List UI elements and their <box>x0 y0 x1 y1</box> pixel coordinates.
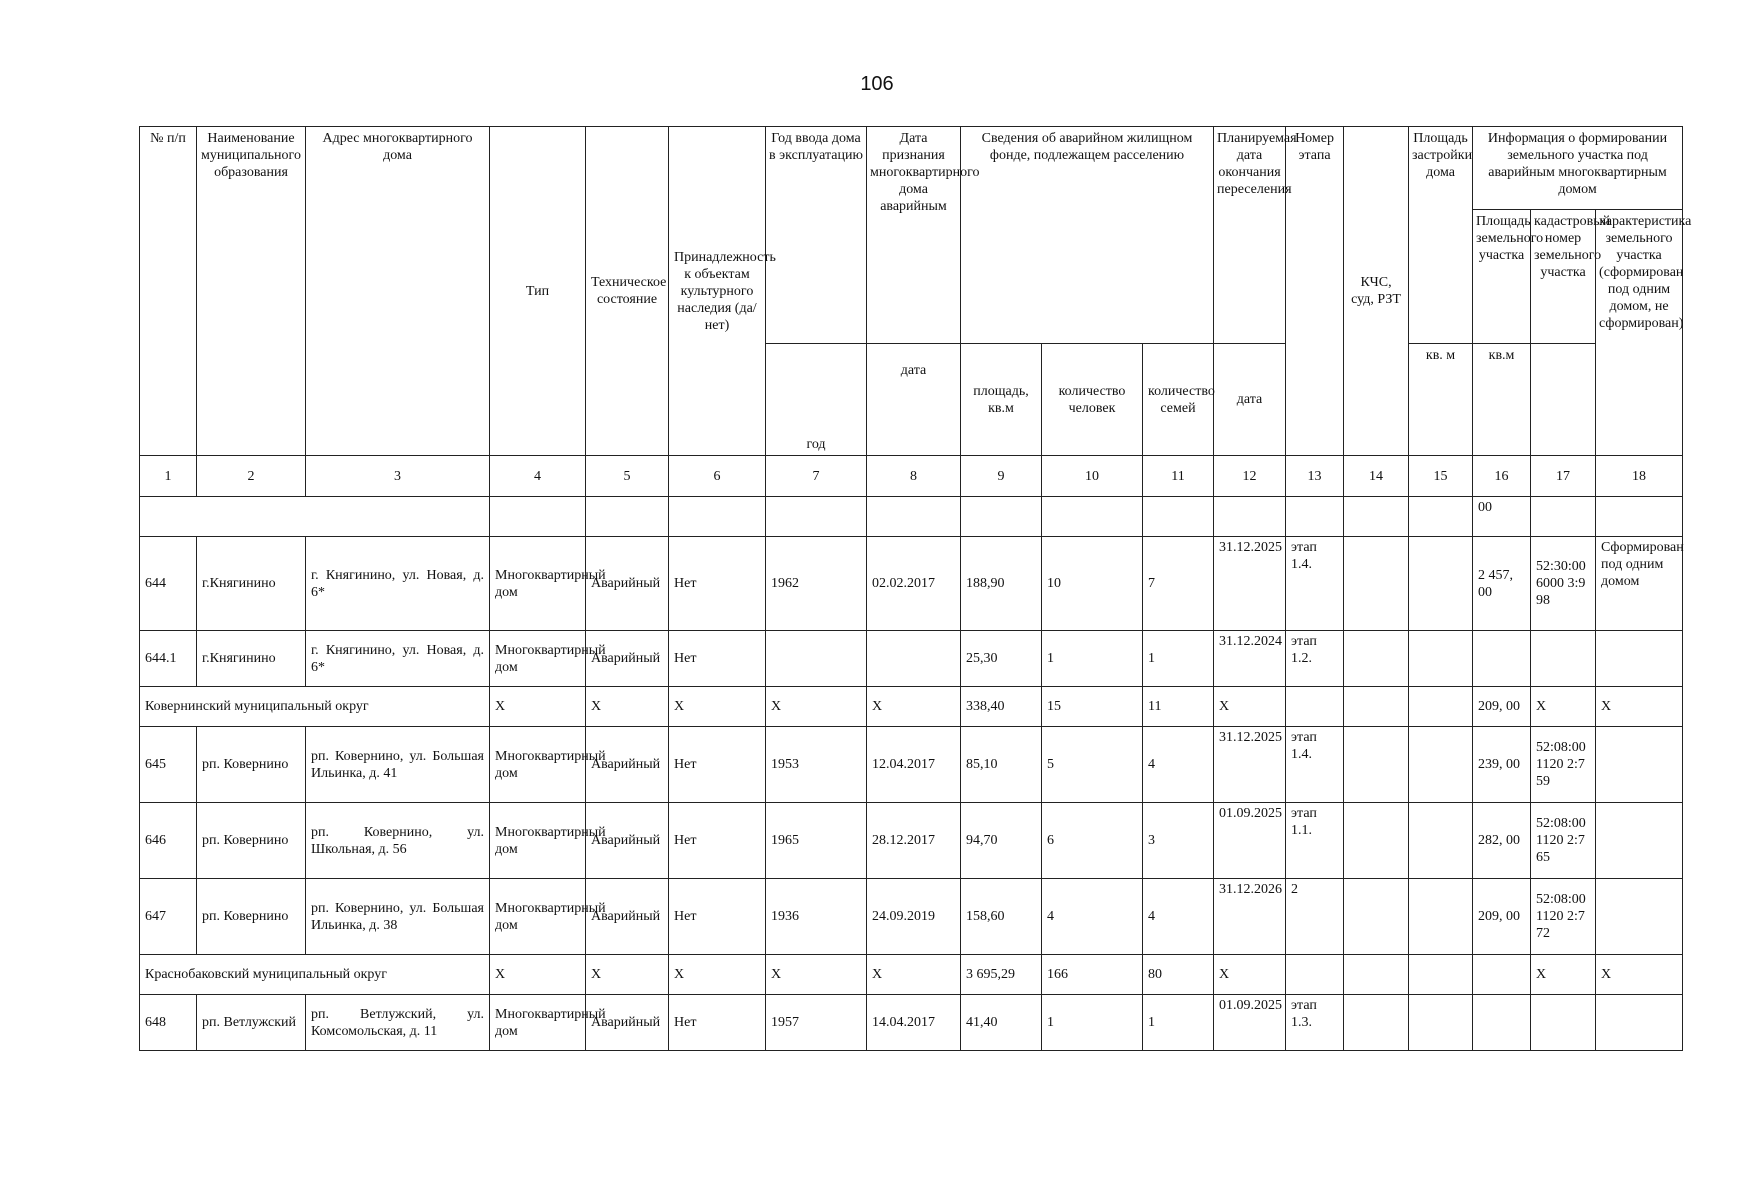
column-number: 18 <box>1596 456 1683 497</box>
table-cell: 338,40 <box>961 687 1042 727</box>
table-cell: X <box>586 687 669 727</box>
column-number: 6 <box>669 456 766 497</box>
table-cell: 1 <box>1143 631 1214 687</box>
header-unit-cell: год <box>766 344 867 456</box>
table-cell: г. Княгинино, ул. Новая, д. 6* <box>306 631 490 687</box>
table-cell: Нет <box>669 879 766 955</box>
table-cell <box>1344 687 1409 727</box>
table-cell: X <box>1596 955 1683 995</box>
table-cell <box>1344 727 1409 803</box>
table-cell <box>1473 631 1531 687</box>
column-number: 12 <box>1214 456 1286 497</box>
table-cell: 2 <box>1286 879 1344 955</box>
table-cell: 1957 <box>766 995 867 1051</box>
table-cell: Многоквартирный дом <box>490 995 586 1051</box>
table-cell: X <box>669 955 766 995</box>
table-cell: Нет <box>669 537 766 631</box>
table-cell <box>1344 879 1409 955</box>
table-row <box>140 631 1683 687</box>
table-cell <box>1286 955 1344 995</box>
table-cell: рп. Ковернино <box>197 879 306 955</box>
column-number: 10 <box>1042 456 1143 497</box>
table-cell <box>1473 995 1531 1051</box>
table-cell: 646 <box>140 803 197 879</box>
table-cell: 31.12.2025 <box>1214 727 1286 803</box>
column-number: 7 <box>766 456 867 497</box>
table-cell: 645 <box>140 727 197 803</box>
table-cell <box>1409 687 1473 727</box>
table-cell: 25,30 <box>961 631 1042 687</box>
table-cell: г.Княгинино <box>197 537 306 631</box>
table-cell: этап 1.4. <box>1286 537 1344 631</box>
empty-cell <box>1143 497 1214 537</box>
table-cell: Многоквартирный дом <box>490 537 586 631</box>
table-cell <box>1596 727 1683 803</box>
table-cell: 1962 <box>766 537 867 631</box>
table-cell: X <box>669 687 766 727</box>
table-cell <box>1409 727 1473 803</box>
header-cell: Планируемая дата окончания переселения <box>1214 127 1286 344</box>
header-cell: Тип <box>490 127 586 456</box>
table-cell: 1 <box>1143 995 1214 1051</box>
table-body <box>140 497 1683 1051</box>
column-number: 14 <box>1344 456 1409 497</box>
table-cell: X <box>766 687 867 727</box>
table-cell: 209, 00 <box>1473 687 1531 727</box>
table-cell: 6 <box>1042 803 1143 879</box>
table-cell <box>867 631 961 687</box>
table-cell: 5 <box>1042 727 1143 803</box>
table-cell: рп. Ветлужский <box>197 995 306 1051</box>
header-unit-cell: дата <box>867 344 961 456</box>
table-cell: 80 <box>1143 955 1214 995</box>
empty-cell <box>1344 497 1409 537</box>
table-cell <box>1596 995 1683 1051</box>
table-cell: этап 1.1. <box>1286 803 1344 879</box>
table-cell: Многоквартирный дом <box>490 879 586 955</box>
table-cell <box>1409 955 1473 995</box>
table-cell: Нет <box>669 727 766 803</box>
column-number: 2 <box>197 456 306 497</box>
table-cell: 11 <box>1143 687 1214 727</box>
table-cell: 24.09.2019 <box>867 879 961 955</box>
column-number: 1 <box>140 456 197 497</box>
table-cell: 31.12.2025 <box>1214 537 1286 631</box>
table-row <box>140 995 1683 1051</box>
empty-cell <box>669 497 766 537</box>
table-cell: 644.1 <box>140 631 197 687</box>
table-cell <box>1286 687 1344 727</box>
table-cell: г.Княгинино <box>197 631 306 687</box>
table-cell <box>1596 879 1683 955</box>
table-cell: 4 <box>1042 879 1143 955</box>
table-cell: X <box>1596 687 1683 727</box>
header-cell: кадастровый номер земельного участка <box>1531 210 1596 344</box>
table-cell: X <box>1531 955 1596 995</box>
table-cell: 209, 00 <box>1473 879 1531 955</box>
table-cell: 01.09.2025 <box>1214 803 1286 879</box>
summary-row <box>140 955 1683 995</box>
column-numbers-row <box>140 456 1683 497</box>
table-cell: Аварийный <box>586 803 669 879</box>
table-cell: г. Княгинино, ул. Новая, д. 6* <box>306 537 490 631</box>
table-cell: 14.04.2017 <box>867 995 961 1051</box>
table-cell: 10 <box>1042 537 1143 631</box>
table-cell: Нет <box>669 631 766 687</box>
header-cell: Дата признания многоквартирного дома аварийным <box>867 127 961 344</box>
column-number: 9 <box>961 456 1042 497</box>
empty-cell <box>140 497 490 537</box>
table-cell: 15 <box>1042 687 1143 727</box>
table-cell: 7 <box>1143 537 1214 631</box>
header-cell: Номер этапа <box>1286 127 1344 456</box>
table-cell <box>1531 995 1596 1051</box>
table-cell: 00 <box>1473 497 1531 537</box>
table-cell: 644 <box>140 537 197 631</box>
table-cell: 52:08:001120 2:772 <box>1531 879 1596 955</box>
table-cell: 1953 <box>766 727 867 803</box>
empty-cell <box>1214 497 1286 537</box>
table-cell: Нет <box>669 995 766 1051</box>
table-cell <box>1344 995 1409 1051</box>
table-cell: 282, 00 <box>1473 803 1531 879</box>
header-cell: № п/п <box>140 127 197 456</box>
table-cell: Аварийный <box>586 537 669 631</box>
header-cell: Наименование муниципального образования <box>197 127 306 456</box>
header-group-cell: Сведения об аварийном жилищном фонде, подлежащем расселению <box>961 127 1214 344</box>
empty-cell <box>1531 497 1596 537</box>
table-cell: 647 <box>140 879 197 955</box>
empty-cell <box>1596 497 1683 537</box>
table-cell: 188,90 <box>961 537 1042 631</box>
table-cell: этап 1.3. <box>1286 995 1344 1051</box>
table-cell: 52:08:001120 2:759 <box>1531 727 1596 803</box>
table-cell: Многоквартирный дом <box>490 727 586 803</box>
table-cell: 239, 00 <box>1473 727 1531 803</box>
table-cell: 85,10 <box>961 727 1042 803</box>
table-cell: X <box>490 955 586 995</box>
table-cell: Аварийный <box>586 727 669 803</box>
table-cell: X <box>490 687 586 727</box>
table-cell: 52:08:001120 2:765 <box>1531 803 1596 879</box>
table-cell: рп. Ковернино, ул. Большая Ильинка, д. 41 <box>306 727 490 803</box>
table-cell: рп. Ковернино <box>197 803 306 879</box>
header-unit-cell: кв.м <box>1473 344 1531 456</box>
table-cell: X <box>1214 687 1286 727</box>
table-header <box>140 127 1692 497</box>
table-cell <box>1409 879 1473 955</box>
table-cell <box>1344 803 1409 879</box>
table-cell: 1965 <box>766 803 867 879</box>
table-cell: Аварийный <box>586 879 669 955</box>
table-cell: 158,60 <box>961 879 1042 955</box>
header-cell: Площадь земельного участка <box>1473 210 1531 344</box>
header-unit-cell: дата <box>1214 344 1286 456</box>
table-cell: X <box>586 955 669 995</box>
table-cell: 4 <box>1143 727 1214 803</box>
table-cell <box>1344 631 1409 687</box>
table-cell: X <box>1214 955 1286 995</box>
column-number: 5 <box>586 456 669 497</box>
table-cell: 3 <box>1143 803 1214 879</box>
summary-label: Ковернинский муниципальный округ <box>140 687 490 727</box>
table-cell: рп. Ковернино <box>197 727 306 803</box>
table-cell: Аварийный <box>586 995 669 1051</box>
page-number: 106 <box>860 73 894 95</box>
empty-cell <box>586 497 669 537</box>
header-unit-cell: количество человек <box>1042 344 1143 456</box>
table-cell <box>1409 995 1473 1051</box>
table-cell: 1 <box>1042 995 1143 1051</box>
header-unit-cell: кв. м <box>1409 344 1473 456</box>
table-row <box>140 727 1683 803</box>
table-cell: Нет <box>669 803 766 879</box>
table-cell: 01.09.2025 <box>1214 995 1286 1051</box>
table-cell: Аварийный <box>586 631 669 687</box>
header-group-cell: Информация о формировании земельного участка под аварийным многоквартирным домом <box>1473 127 1683 210</box>
table-cell <box>1473 955 1531 995</box>
header-cell: Год ввода дома в эксплуатацию <box>766 127 867 344</box>
table-cell: X <box>1531 687 1596 727</box>
table-row <box>140 497 1683 537</box>
table-cell <box>1409 537 1473 631</box>
table-cell: 28.12.2017 <box>867 803 961 879</box>
empty-cell <box>766 497 867 537</box>
table-cell: X <box>867 687 961 727</box>
table-cell: 648 <box>140 995 197 1051</box>
empty-cell <box>961 497 1042 537</box>
summary-row <box>140 687 1683 727</box>
empty-cell <box>1042 497 1143 537</box>
header-cell: Принадлежность к объектам культурного наследия (да/нет) <box>669 127 766 456</box>
column-number: 8 <box>867 456 961 497</box>
table-cell <box>1409 631 1473 687</box>
table-cell: 94,70 <box>961 803 1042 879</box>
table-row <box>140 803 1683 879</box>
table-cell: Многоквартирный дом <box>490 631 586 687</box>
table-cell: этап 1.2. <box>1286 631 1344 687</box>
table-cell <box>766 631 867 687</box>
table-cell: X <box>867 955 961 995</box>
table-cell: 1 <box>1042 631 1143 687</box>
table-cell: 4 <box>1143 879 1214 955</box>
table-cell: 2 457, 00 <box>1473 537 1531 631</box>
table-cell: рп. Ковернино, ул. Большая Ильинка, д. 38 <box>306 879 490 955</box>
column-number: 15 <box>1409 456 1473 497</box>
header-cell: характеристика земельного участка (сформирован под одним домом, не сформирован) <box>1596 210 1683 456</box>
table-cell: X <box>766 955 867 995</box>
table-cell: 166 <box>1042 955 1143 995</box>
table-cell: 31.12.2026 <box>1214 879 1286 955</box>
table-cell: 12.04.2017 <box>867 727 961 803</box>
table-cell: 41,40 <box>961 995 1042 1051</box>
table-cell: этап 1.4. <box>1286 727 1344 803</box>
column-number: 16 <box>1473 456 1531 497</box>
empty-cell <box>867 497 961 537</box>
header-unit-cell: площадь, кв.м <box>961 344 1042 456</box>
table-cell <box>1344 537 1409 631</box>
column-number: 3 <box>306 456 490 497</box>
table-cell: 31.12.2024 <box>1214 631 1286 687</box>
table-row <box>140 879 1683 955</box>
emergency-housing-table <box>139 126 1692 1051</box>
column-number: 11 <box>1143 456 1214 497</box>
table-cell: Многоквартирный дом <box>490 803 586 879</box>
column-number: 4 <box>490 456 586 497</box>
table-cell: рп. Ветлужский, ул. Комсомольская, д. 11 <box>306 995 490 1051</box>
table-cell <box>1344 955 1409 995</box>
header-cell: Техническое состояние <box>586 127 669 456</box>
table-cell: 3 695,29 <box>961 955 1042 995</box>
table-cell <box>1409 803 1473 879</box>
table-cell: рп. Ковернино, ул. Школьная, д. 56 <box>306 803 490 879</box>
table-cell <box>1596 803 1683 879</box>
table-cell: 1936 <box>766 879 867 955</box>
empty-cell <box>1409 497 1473 537</box>
empty-cell <box>490 497 586 537</box>
header-cell: КЧС, суд, РЗТ <box>1344 127 1409 456</box>
summary-label: Краснобаковский муниципальный округ <box>140 955 490 995</box>
column-number: 13 <box>1286 456 1344 497</box>
table-cell <box>1531 631 1596 687</box>
table-row <box>140 537 1683 631</box>
table-cell: 52:30:006000 3:998 <box>1531 537 1596 631</box>
table-cell: 02.02.2017 <box>867 537 961 631</box>
column-number: 17 <box>1531 456 1596 497</box>
header-cell: Адрес многоквартирного дома <box>306 127 490 456</box>
header-unit-cell: количество семей <box>1143 344 1214 456</box>
table-cell <box>1596 631 1683 687</box>
header-cell: Площадь застройки дома <box>1409 127 1473 344</box>
table-cell: Сформирован под одним домом <box>1596 537 1683 631</box>
empty-cell <box>1286 497 1344 537</box>
